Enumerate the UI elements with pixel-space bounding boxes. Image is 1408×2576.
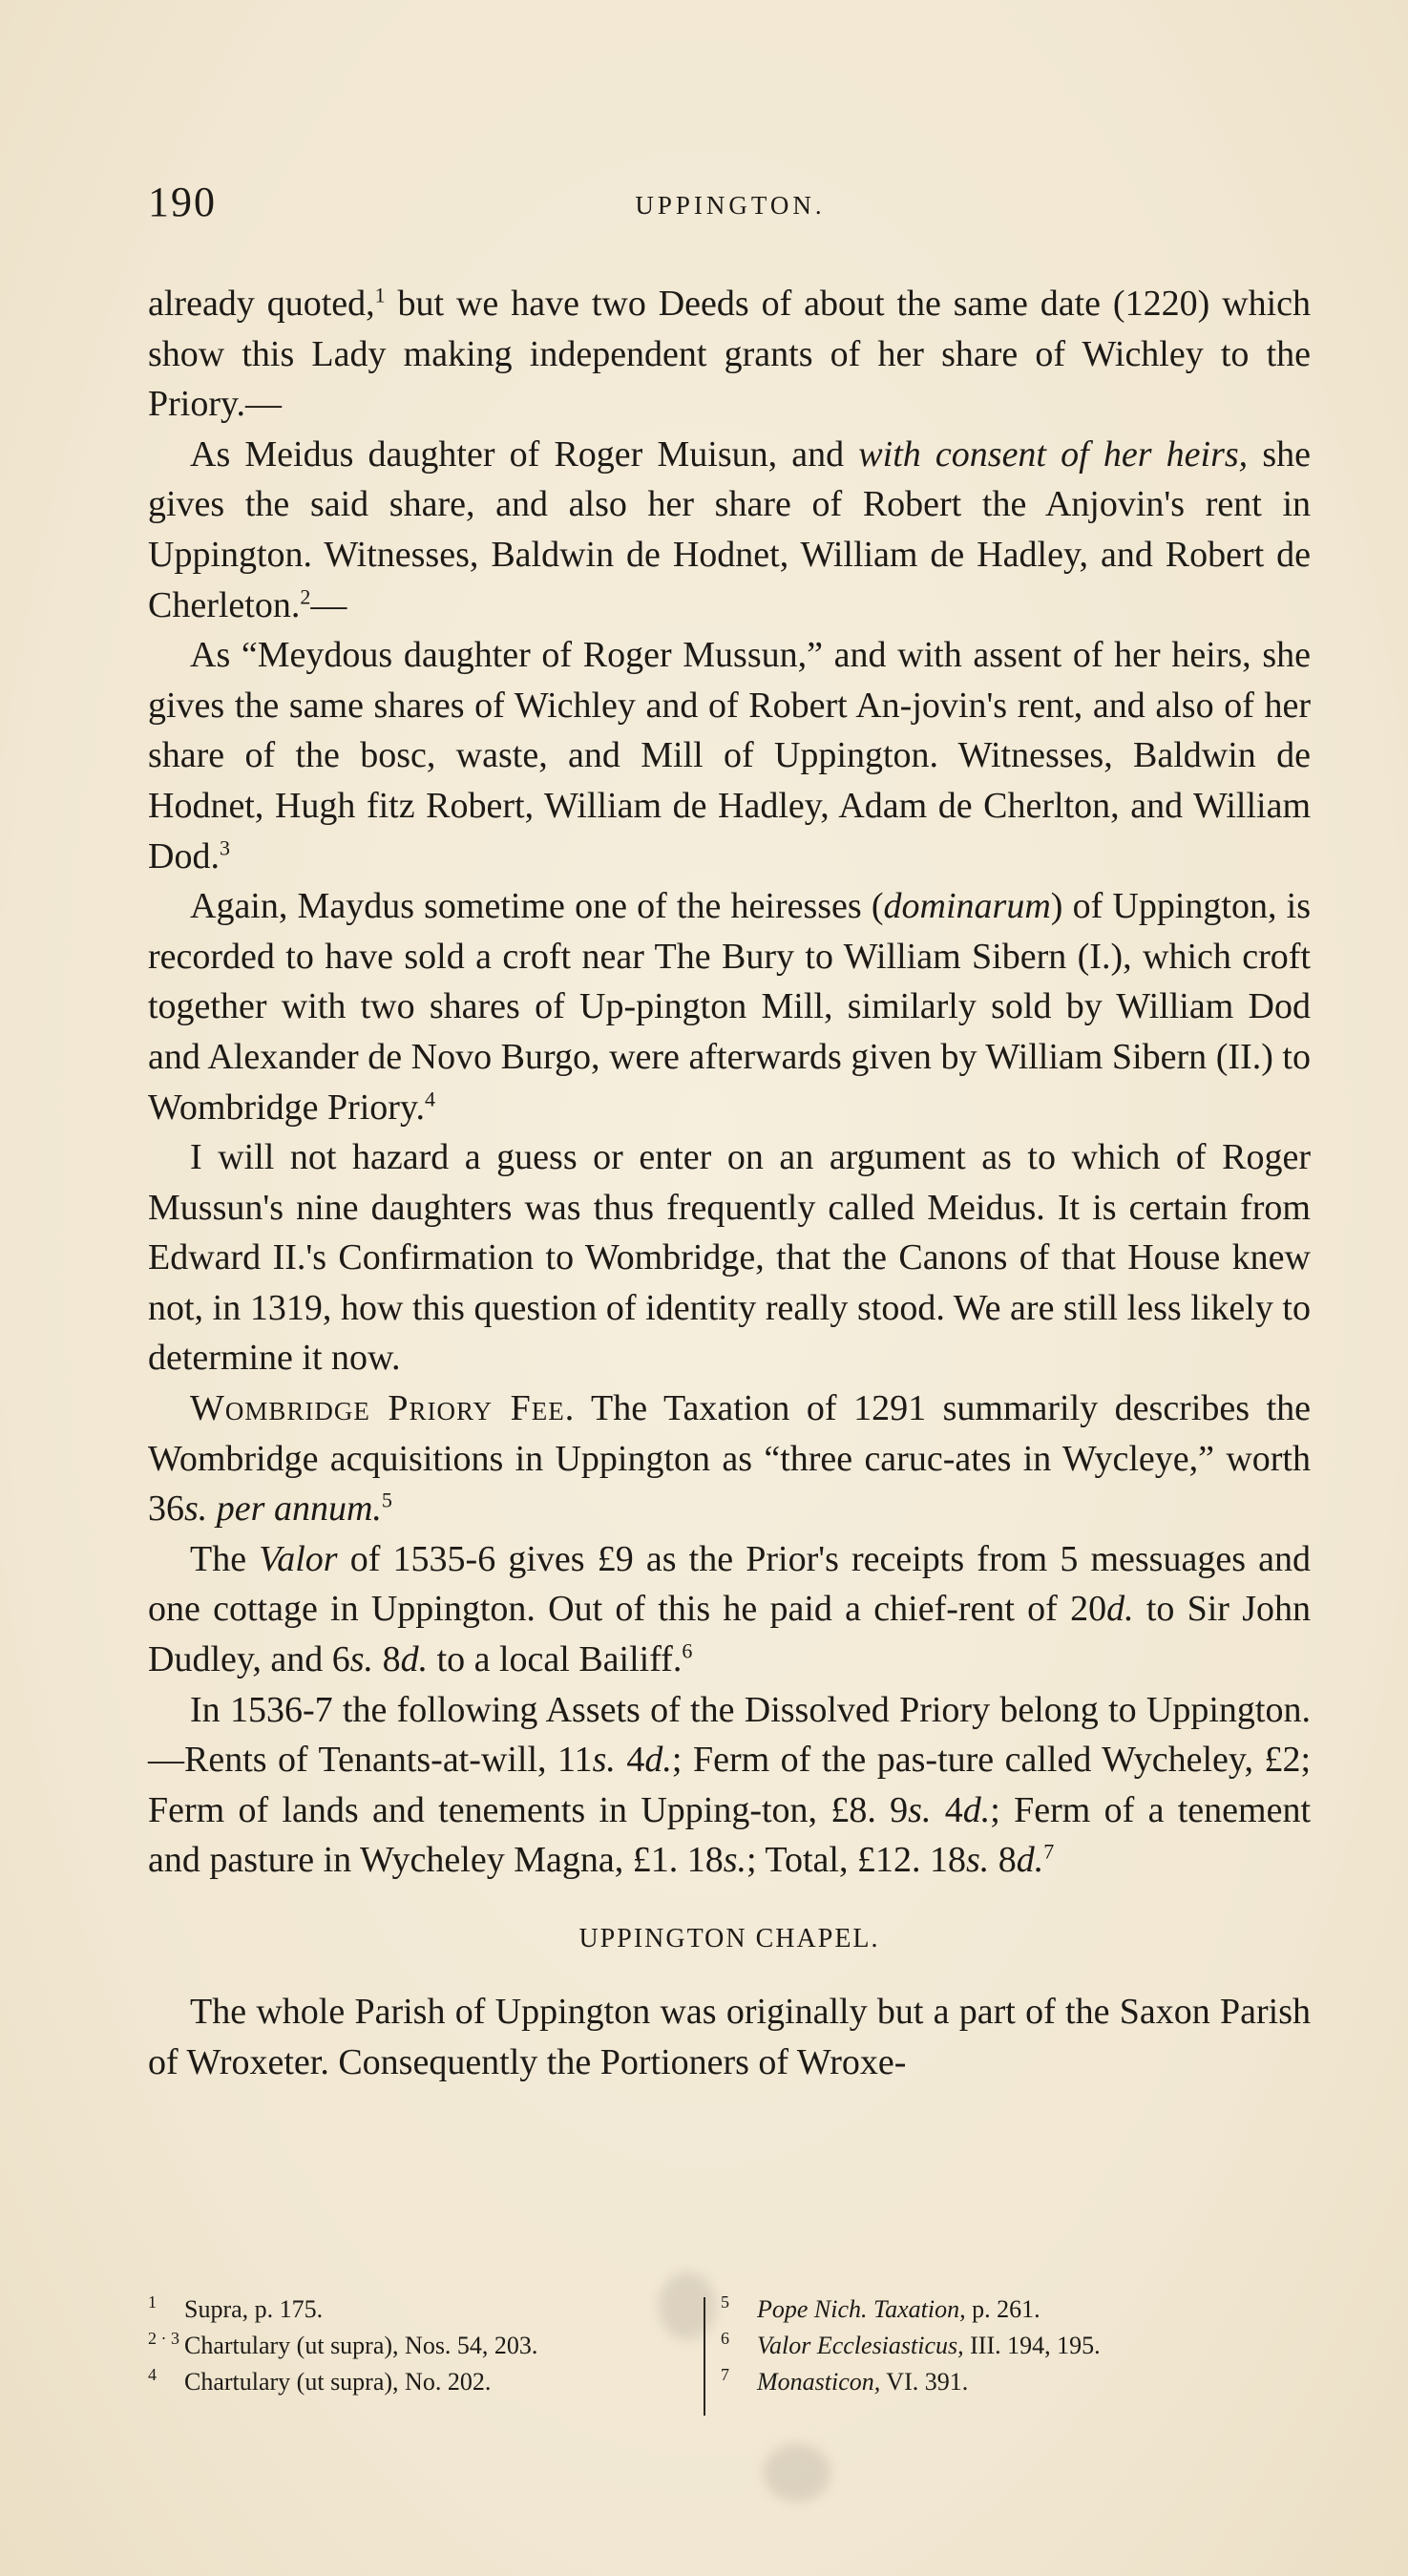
paragraph: The Valor of 1535-6 gives £9 as the Prior's receipts from 5 messuages and one cottage in Uppington. Out of this he paid a chief-rent of 20d. to Sir John Dudley, and 6s. 8d. to a local Bailiff.$^6$	[148, 1538, 1311, 1680]
section-heading: UPPINGTON CHAPEL.	[578, 1924, 880, 1953]
footnote: 1 Supra, p. 175.	[148, 2292, 324, 2323]
paragraphs-after	[148, 1987, 1311, 2087]
footnote-divider	[704, 2297, 705, 2416]
paragraph: I will not hazard a guess or enter on an argument as to which of Roger Mussun's nine daughters was thus frequently called Meidus. It is certain from Edward II.'s Confirmation to Wombridge, that the Canons of that House knew not, in 1319, how this question of identity really stood. We are still less likely to determine it now.	[148, 1137, 1311, 1379]
paragraph: already quoted,$^1$ but we have two Deeds of about the same date (1220) which show this Lady making independent grants of her share of Wichley to the Priory.—	[148, 283, 1312, 425]
paragraph: In 1536-7 the following Assets of the Dissolved Priory belong to Uppington.—Rents of Tenants-at-will, 11s. 4d.; Ferm of the pas-ture called Wycheley, £2; Ferm of lands and tenements in Upping-ton, £8. 9s. 4d.; Ferm of a tenement and pasture in Wycheley Magna, £1. 18s.; Total, £12. 18s. 8d.$^7$	[148, 1689, 1311, 1881]
running-head: UPPINGTON.	[635, 191, 826, 220]
footnote: 2 · 3 Chartulary (ut supra), Nos. 54, 203.	[148, 2329, 538, 2359]
paragraph: Wombridge Priory Fee. The Taxation of 1291 summarily describes the Wombridge acquisitions in Uppington as “three caruc-ates in Wycleye,” worth 36s. per annum.$^5$	[148, 1388, 1312, 1530]
footnote: 7 Monasticon, VI. 391.	[721, 2365, 969, 2396]
page-number: 190	[148, 179, 217, 225]
page-header	[148, 178, 1313, 235]
paragraph: Again, Maydus sometime one of the heiresses (dominarum) of Uppington, is recorded to have sold a croft near The Bury to William Sibern (I.), which croft together with two shares of Up-pington Mill, similarly sold by William Dod and Alexander de Novo Burgo, were afterwards given by William Sibern (II.) to Wombridge Priory.$^4$	[148, 886, 1311, 1128]
footnotes-left-column	[148, 2291, 687, 2400]
paragraph: The whole Parish of Uppington was originally but a part of the Saxon Parish of Wroxeter. Consequently the Portioners of Wroxe-	[148, 1992, 1311, 2082]
footnote-text: Chartulary (ut supra), No. 202.	[184, 2368, 492, 2396]
footnote-text: Pope Nich. Taxation, p. 261.	[757, 2295, 1040, 2323]
paragraph: As Meidus daughter of Roger Muisun, and with consent of her heirs, she gives the said share, and also her share of Robert the Anjovin's rent in Uppington. Witnesses, Baldwin de Hodnet, William de Hadley, and Robert de Cherleton.$^2$—	[148, 433, 1311, 625]
body-text	[148, 279, 1311, 2087]
footnotes	[148, 2291, 1313, 2425]
paragraphs	[148, 279, 1311, 1886]
footnote-text: Chartulary (ut supra), Nos. 54, 203.	[184, 2332, 538, 2359]
footnote: 6 Valor Ecclesiasticus, III. 194, 195.	[721, 2329, 1101, 2359]
footnote-text: Supra, p. 175.	[184, 2295, 324, 2323]
footnotes-right-column	[721, 2291, 1313, 2400]
footnote-text: Monasticon, VI. 391.	[757, 2368, 969, 2396]
footnote-text: Valor Ecclesiasticus, III. 194, 195.	[757, 2332, 1101, 2359]
footnote: 5 Pope Nich. Taxation, p. 261.	[721, 2292, 1040, 2323]
page-smudge	[764, 2444, 830, 2502]
paragraph: As “Meydous daughter of Roger Mussun,” and with assent of her heirs, she gives the same shares of Wichley and of Robert An-jovin's rent, and also of her share of the bosc, waste, and Mill of Uppington. Witnesses, Baldwin de Hodnet, Hugh fitz Robert, William de Hadley, Adam de Cherlton, and William Dod.$^3$	[148, 635, 1311, 876]
footnote: 4 Chartulary (ut supra), No. 202.	[148, 2365, 492, 2396]
